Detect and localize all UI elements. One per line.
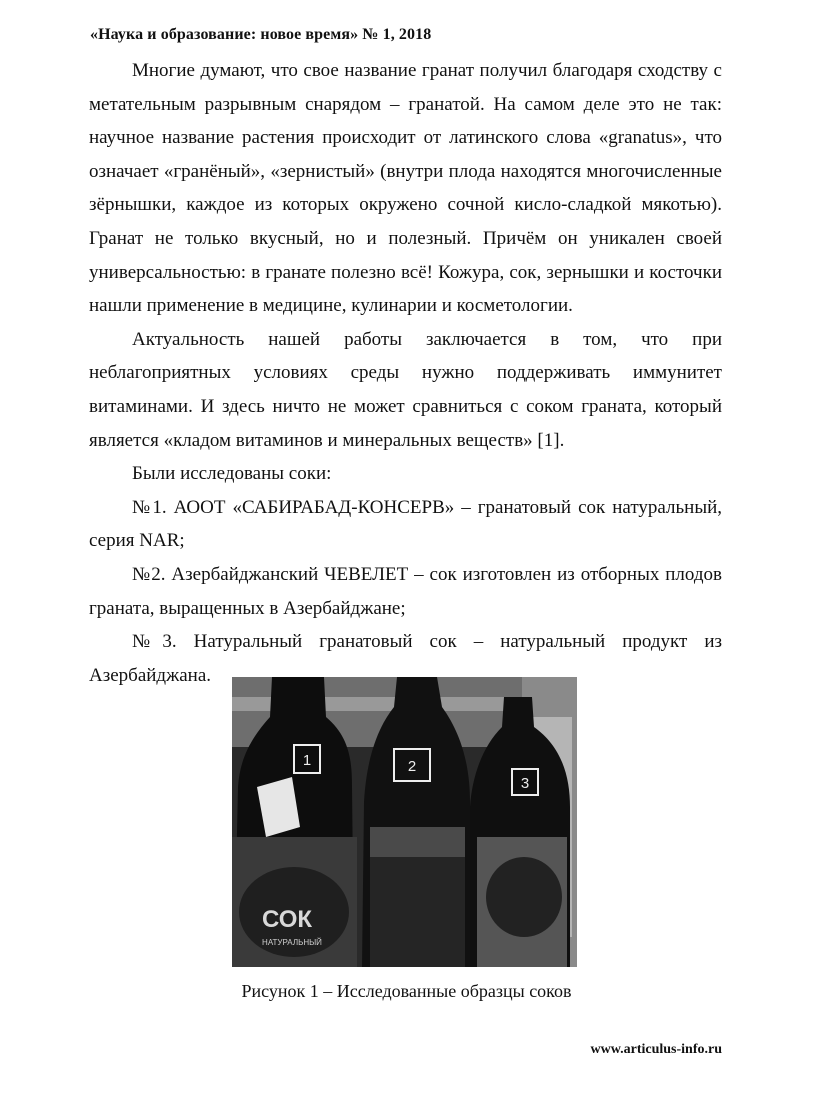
juice-bottles-photo [232,677,577,967]
paragraph-juice-1: №1. АООТ «САБИРАБАД-КОНСЕРВ» – гранатовый сок натуральный, серия NAR; [89,496,722,552]
paragraph-pomegranate-name: Многие думают, что свое название гранат получил благодаря сходству с метательным разрывным снарядом – гранатой. На самом деле это не так: научное название растения происходит от латинского слова «granatus», что означает «гранёный», «зернистый» (внутри плода находятся многочисленные зёрнышки, каждое из которых окружено сочной кисло-сладкой мякотью). Гранат не только вкусный, но и полезный. Причём он уникален своей универсальностью: в гранате полезно всё! Кожура, сок, зернышки и косточки нашли применение в медицине, кулинарии и косметологии. [89,60,722,317]
paragraph-relevance: Актуальность нашей работы заключается в том, что при неблагоприятных условиях среды нужно поддерживать иммунитет витаминами. И здесь ничто не может сравниться с соком граната, который является «кладом витаминов и минеральных веществ» [1]. [89,328,722,451]
footer-site-link[interactable]: www.articulus-info.ru [590,1042,722,1057]
paragraph-juices-intro: Были исследованы соки: [132,463,332,485]
bottles-illustration [232,677,577,967]
article-body [89,54,722,692]
bottle-1-marker: 1 [302,752,312,769]
bottle-3-marker: 3 [520,775,530,792]
bottle-2-marker: 2 [407,758,417,775]
journal-header: «Наука и образование: новое время» № 1, 2018 [90,26,432,43]
paragraph-juice-2: №2. Азербайджанский ЧЕВЕЛЕТ – сок изготовлен из отборных плодов граната, выращенных в Азербайджане; [89,563,722,619]
label-naturalny: НАТУРАЛЬНЫЙ [262,938,322,947]
label-sok: СОК [261,906,313,933]
paragraph-juice-3: №3. Натуральный гранатовый сок – натуральный продукт из Азербайджана. [89,631,722,686]
figure-caption: Рисунок 1 – Исследованные образцы соков [241,981,572,1001]
